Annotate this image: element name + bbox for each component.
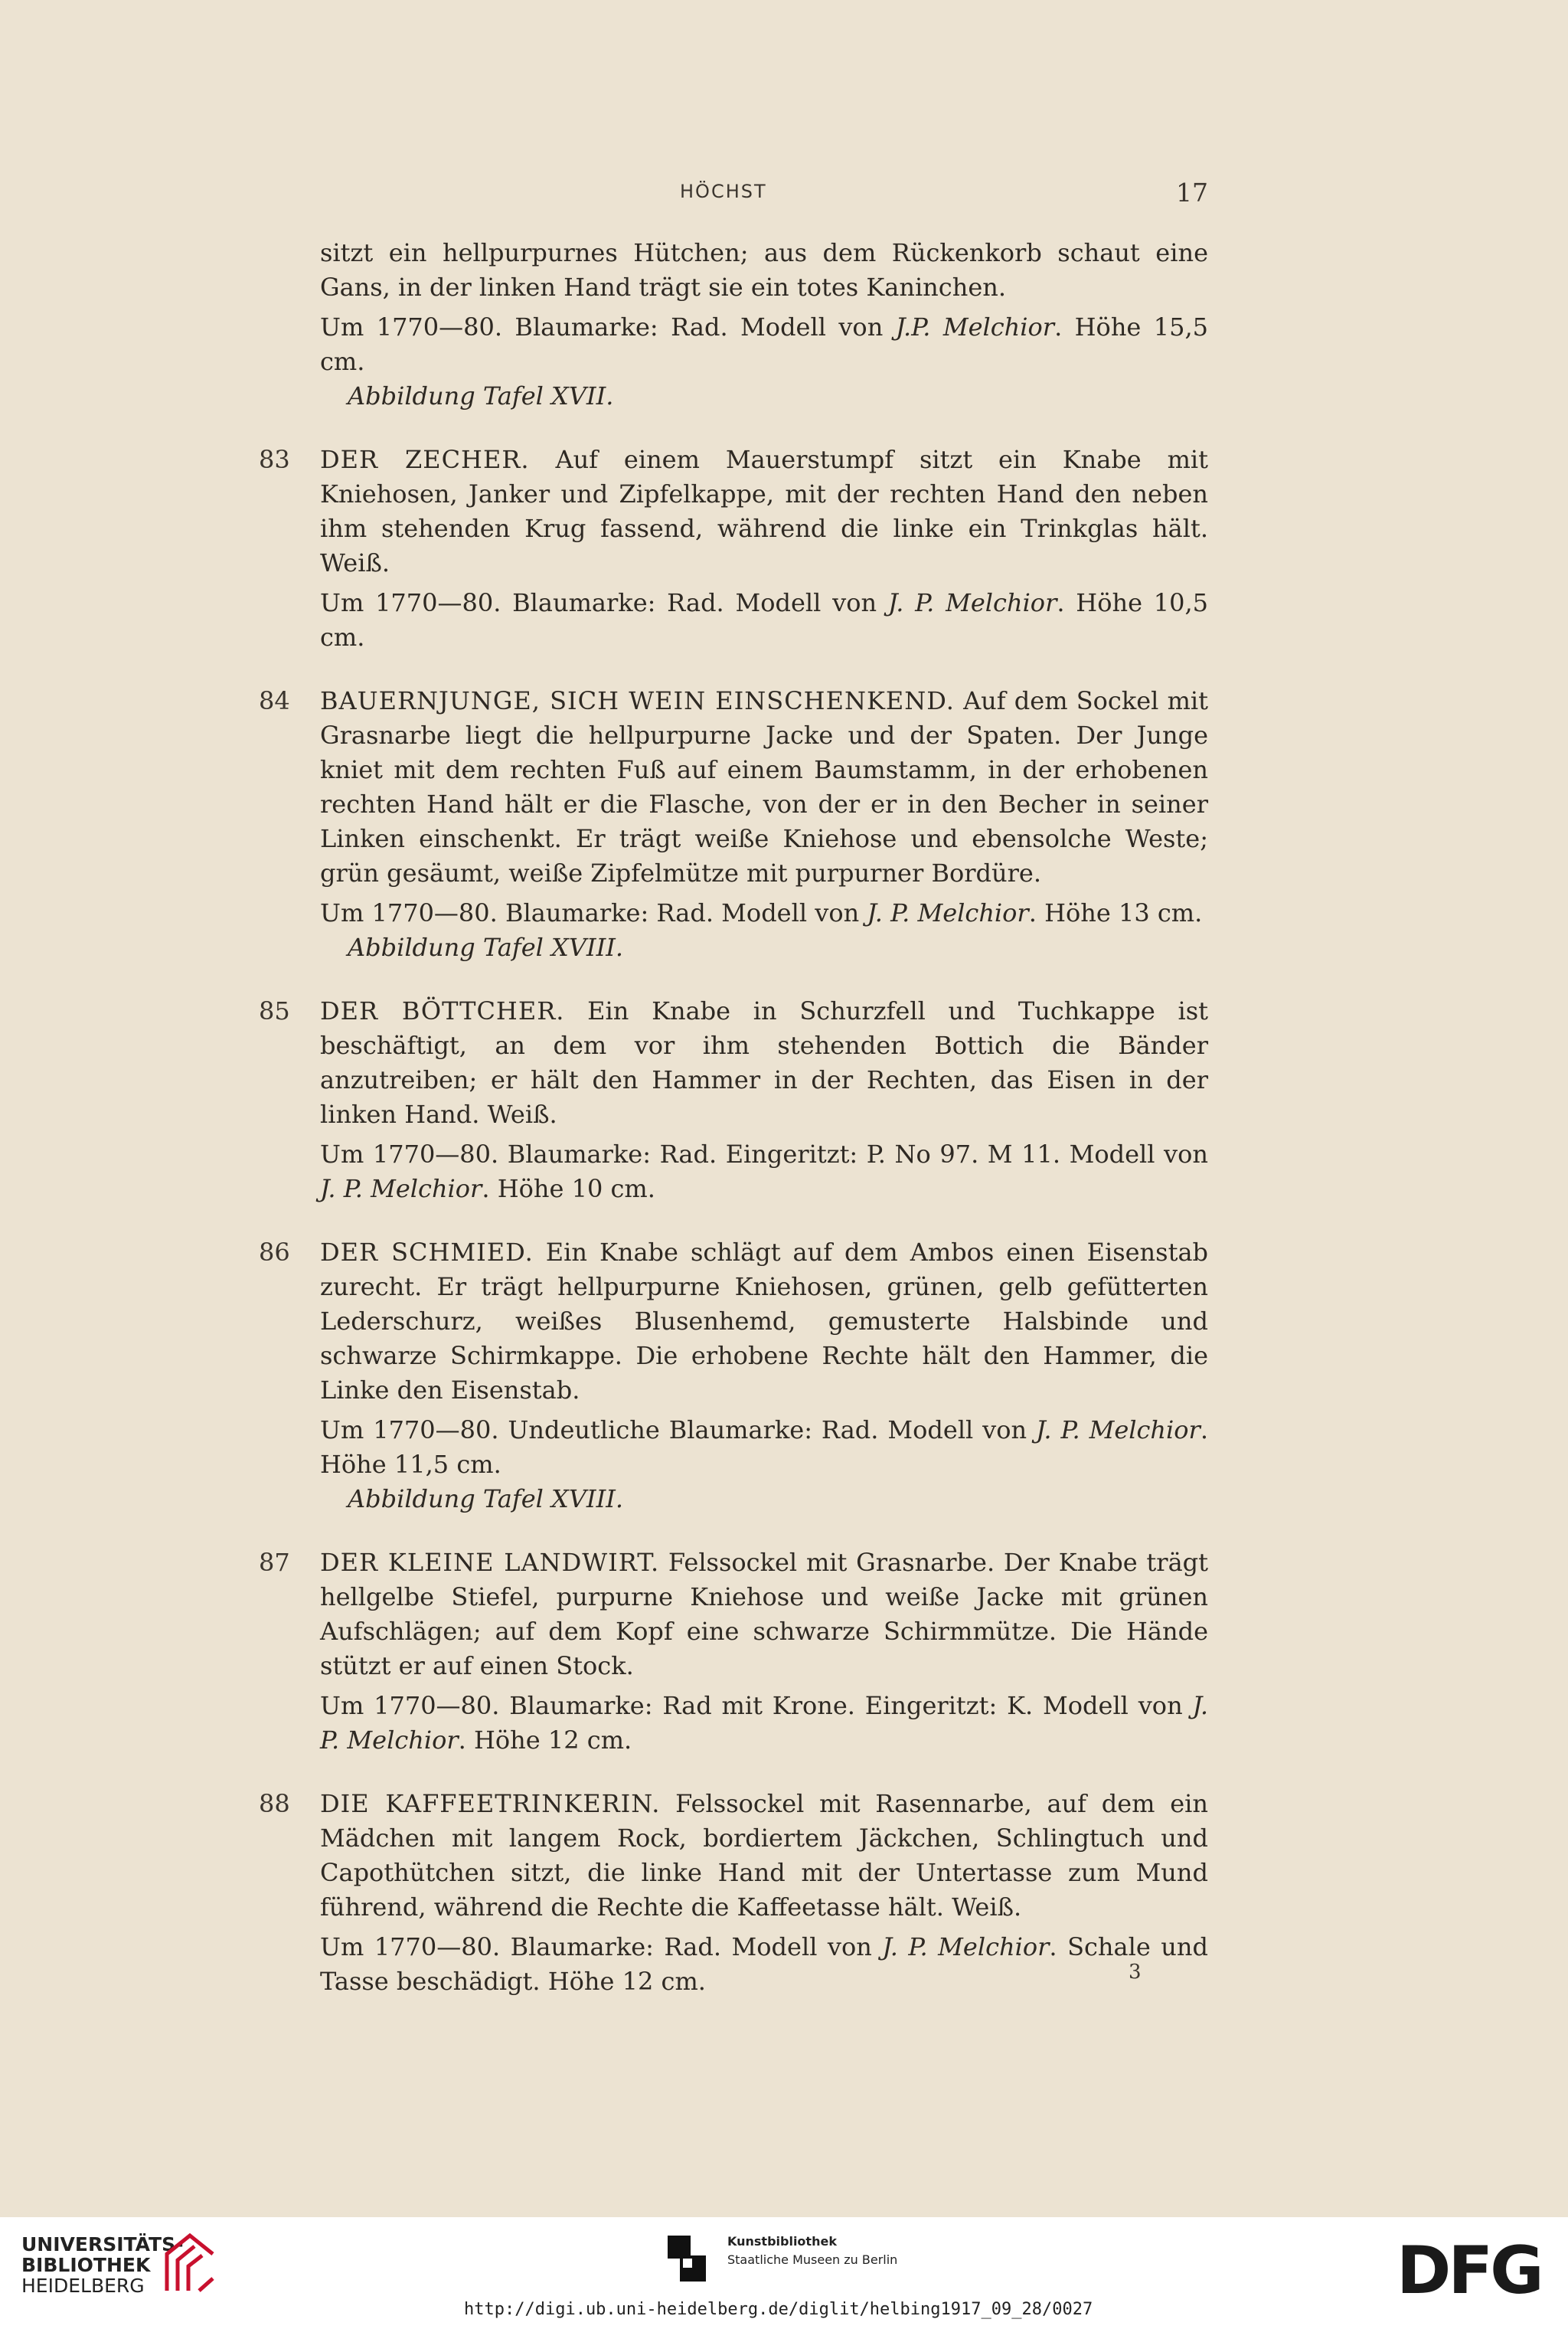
continuation-entry [320, 236, 1208, 414]
entry-title: DER KLEINE LANDWIRT. [320, 1548, 660, 1577]
entry-text: Ein Knabe schlägt auf dem Ambos einen Eisenstab zurecht. Er trägt hellpurpurne Kniehosen, grünen, gelb gefütterten Lederschurz, weißes Blusenhemd, gemusterte Halsbinde und schwarze Schirmkappe. Die erhobene Rechte hält den Hammer, die Linke den Eisenstab. [320, 1238, 1209, 1405]
entry-meta [320, 896, 1208, 931]
kb-title: Kunstbibliothek [727, 2234, 837, 2249]
entry-description [320, 1787, 1208, 1925]
catalogue-entry-85 [259, 994, 1209, 1206]
meta-modeller: J. P. Melchior [867, 898, 1029, 927]
entry-title: DER BÖTTCHER. [320, 996, 565, 1025]
entry-description [320, 1235, 1208, 1408]
library-line-2: BIBLIOTHEK [21, 2254, 151, 2276]
entry-number: 86 [259, 1238, 290, 1267]
catalogue-entry-87 [259, 1546, 1209, 1758]
entry-title: DER SCHMIED. [320, 1238, 534, 1267]
meta-suffix: . Schale und Tasse beschädigt. Höhe 12 cm. [320, 1932, 1208, 1996]
kb-subtitle: Staatliche Museen zu Berlin [727, 2252, 898, 2267]
entry-description [320, 1546, 1208, 1683]
catalogue-entry-84 [259, 684, 1209, 965]
meta-suffix: . Höhe 13 cm. [1028, 898, 1203, 927]
entry-meta [320, 1413, 1208, 1482]
entry-description [320, 684, 1208, 891]
entry-number: 85 [259, 996, 290, 1025]
dfg-logo: DFG [1396, 2233, 1541, 2309]
library-line-1: UNIVERSITÄTS- [21, 2233, 184, 2255]
entry-figure-ref: Abbildung Tafel XVIII. [348, 1484, 624, 1513]
entry-description [320, 994, 1208, 1132]
continuation-meta [320, 310, 1208, 379]
meta-modeller: J.P. Melchior [895, 312, 1055, 342]
meta-suffix: . Höhe 10,5 cm. [320, 588, 1209, 652]
catalogue-entry-88 [259, 1787, 1209, 1999]
meta-prefix: Um 1770—80. Undeutliche Blaumarke: Rad. Modell von [320, 1415, 1037, 1444]
kunstbibliothek-logo-icon [668, 2236, 707, 2282]
catalogue-text [259, 236, 1209, 1999]
meta-suffix: . Höhe 10 cm. [482, 1174, 655, 1203]
entry-number: 87 [259, 1548, 290, 1577]
university-library-logo-icon [159, 2231, 217, 2294]
entry-meta [320, 1930, 1208, 1999]
entry-text: Auf dem Sockel mit Grasnarbe liegt die hellpurpurne Jacke und der Spaten. Der Junge kniet mit dem rechten Fuß auf einem Baumstamm, in der erhobenen rechten Hand hält er die Flasche, von der er in den Becher in seiner Linken einschenkt. Er trägt weiße Kniehose und ebensolche Weste; grün gesäumt, weiße Zipfelmütze mit purpurner Bordüre. [320, 686, 1209, 888]
entry-description [320, 443, 1208, 581]
permalink-url[interactable]: http://digi.ub.uni-heidelberg.de/diglit/helbing1917_09_28/0027 [464, 2300, 1093, 2319]
meta-suffix: . Höhe 11,5 cm. [320, 1415, 1209, 1479]
continuation-description: sitzt ein hellpurpurnes Hütchen; aus dem Rückenkorb schaut eine Gans, in der linken Hand trägt sie ein totes Kaninchen. [320, 238, 1208, 302]
entry-text: Felssockel mit Rasennarbe, auf dem ein Mädchen mit langem Rock, bordiertem Jäckchen, Schlingtuch und Capothütchen sitzt, die linke Hand mit der Untertasse zum Mund führend, während die Rechte die Kaffeetasse hält. Weiß. [320, 1789, 1209, 1922]
continuation-figure-ref: Abbildung Tafel XVII. [348, 381, 614, 411]
entry-text: Ein Knabe in Schurzfell und Tuchkappe ist beschäftigt, an dem vor ihm stehenden Bottich die Bänder anzutreiben; er hält den Hammer in der Rechten, das Eisen in der linken Hand. Weiß. [320, 996, 1209, 1129]
entry-number: 83 [259, 445, 290, 474]
meta-prefix: Um 1770—80. Blaumarke: Rad mit Krone. Eingeritzt: K. Modell von [320, 1691, 1193, 1720]
meta-suffix: . Höhe 12 cm. [458, 1725, 632, 1755]
entry-title: DIE KAFFEETRINKERIN. [320, 1789, 661, 1818]
catalogue-entry-83 [259, 443, 1209, 655]
meta-modeller: J. P. Melchior [320, 1691, 1208, 1755]
catalogue-entry-86 [259, 1235, 1209, 1516]
entry-meta [320, 1137, 1208, 1206]
meta-prefix: Um 1770—80. Blaumarke: Rad. Eingeritzt: P. No 97. M 11. Modell von [320, 1140, 1208, 1169]
entry-title: DER ZECHER. [320, 445, 530, 474]
meta-modeller: J. P. Melchior [887, 588, 1057, 617]
page-number: 17 [1176, 178, 1208, 208]
running-header [320, 178, 1208, 211]
entry-meta [320, 1689, 1208, 1758]
kunstbibliothek-name [727, 2233, 897, 2269]
meta-modeller: J. P. Melchior [882, 1932, 1050, 1961]
entry-text: Felssockel mit Grasnarbe. Der Knabe trägt hellgelbe Stiefel, purpurne Kniehose und weiße Jacke mit grünen Aufschlägen; auf dem Kopf eine schwarze Schirmmütze. Die Hände stützt er auf einen Stock. [320, 1548, 1209, 1680]
meta-prefix: Um 1770—80. Blaumarke: Rad. Modell von [320, 1932, 883, 1961]
digitization-footer [0, 2217, 1568, 2329]
entry-text: Auf einem Mauerstumpf sitzt ein Knabe mit Kniehosen, Janker und Zipfelkappe, mit der rechten Hand den neben ihm stehenden Krug fassend, während die linke ein Trinkglas hält. Weiß. [320, 445, 1209, 577]
entry-number: 88 [259, 1789, 290, 1818]
meta-modeller: J. P. Melchior [1036, 1415, 1200, 1444]
meta-modeller: J. P. Melchior [320, 1174, 482, 1203]
entry-number: 84 [259, 686, 290, 715]
meta-prefix: Um 1770—80. Blaumarke: Rad. Modell von [320, 312, 896, 342]
signature-mark: 3 [1129, 1961, 1142, 1984]
library-line-3: HEIDELBERG [21, 2275, 145, 2297]
meta-prefix: Um 1770—80. Blaumarke: Rad. Modell von [320, 898, 867, 927]
entry-figure-ref: Abbildung Tafel XVIII. [348, 933, 624, 962]
entry-title: BAUERNJUNGE, SICH WEIN EINSCHENKEND. [320, 686, 955, 715]
running-title: HÖCHST [680, 181, 767, 202]
meta-suffix: . Höhe 15,5 cm. [320, 312, 1208, 376]
entry-meta [320, 586, 1208, 655]
meta-prefix: Um 1770—80. Blaumarke: Rad. Modell von [320, 588, 888, 617]
